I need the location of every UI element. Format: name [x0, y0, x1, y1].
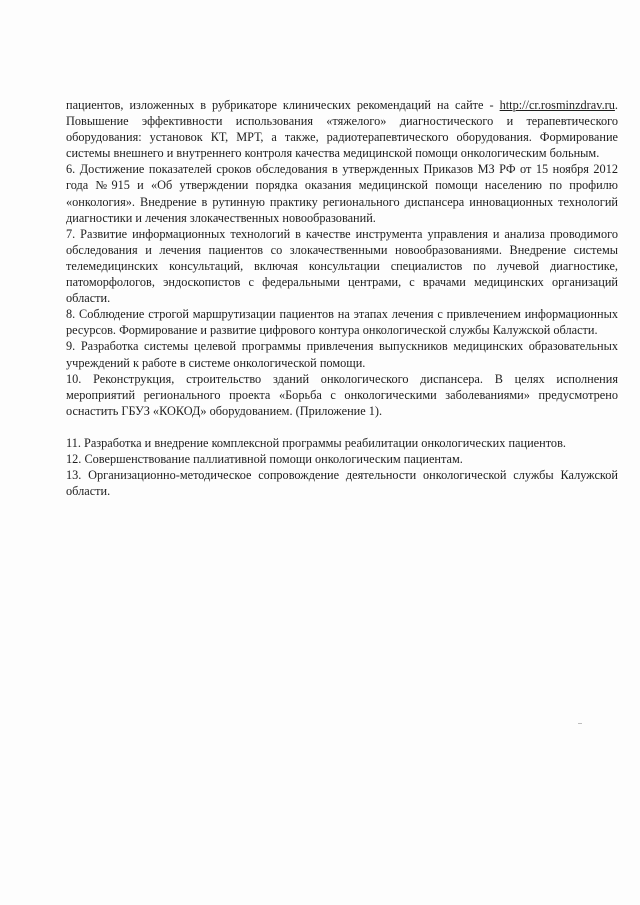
list-item-10: 10. Реконструкция, строительство зданий онкологического диспансера. В целях исполнения мероприятий регионального проекта «Борьба с онкологическими заболеваниями» предусмотрено оснастить ГБУЗ «КОКОД» оборудованием. (Приложение 1). — [66, 371, 618, 418]
list-item-6: 6. Достижение показателей сроков обследования в утвержденных Приказов МЗ РФ от 15 ноября 2012 года №915 и «Об утверждении порядка оказания медицинской помощи населению по профилю «онкология». Внедрение в рутинную практику регионального диспансера инновационных технологий диагностики и лечения злокачественных новообразований. — [66, 162, 618, 225]
list-item-12: 12. Совершенствование паллиативной помощи онкологическим пациентам. — [66, 451, 463, 466]
intro-text-start: пациентов, изложенных в рубрикаторе клинических рекомендаций на сайте - — [66, 98, 494, 112]
list-item-11: 11. Разработка и внедрение комплексной программы реабилитации онкологических пациентов. — [66, 435, 566, 450]
list-item-13: 13. Организационно-методическое сопровождение деятельности онкологической службы Калужской области. — [66, 468, 618, 499]
list-item-9: 9. Разработка системы целевой программы привлечения выпускников медицинских образовательных учреждений к работе в системе онкологической помощи. — [66, 339, 618, 370]
document-body — [66, 97, 618, 499]
rosminzdrav-link[interactable]: http://cr.rosminzdrav.ru — [499, 98, 615, 112]
list-item-7: 7. Развитие информационных технологий в качестве инструмента управления и анализа проводимого обследования и лечения пациентов со злокачественными новообразованиями. Внедрение системы телемедицинских консультаций, включая консультации специалистов по лучевой диагностике, патоморфологов, эндоскопистов с федеральными центрами, с врачами медицинских организаций области. — [66, 226, 618, 306]
intro-paragraph — [66, 97, 618, 161]
intro-text-end: . Повышение эффективности использования «тяжелого» диагностического и терапевтического оборудования: установок КТ, МРТ, а также, радиотерапевтического оборудования. Формирование системы внешнего и внутреннего контроля качества медицинской помощи онкологическим больным. — [66, 98, 618, 161]
scan-speck — [578, 723, 582, 724]
list-item-8: 8. Соблюдение строгой маршрутизации пациентов на этапах лечения с привлечением информационных ресурсов. Формирование и развитие цифрового контура онкологической службы Калужской области. — [66, 307, 618, 338]
paragraph-gap — [66, 419, 618, 435]
